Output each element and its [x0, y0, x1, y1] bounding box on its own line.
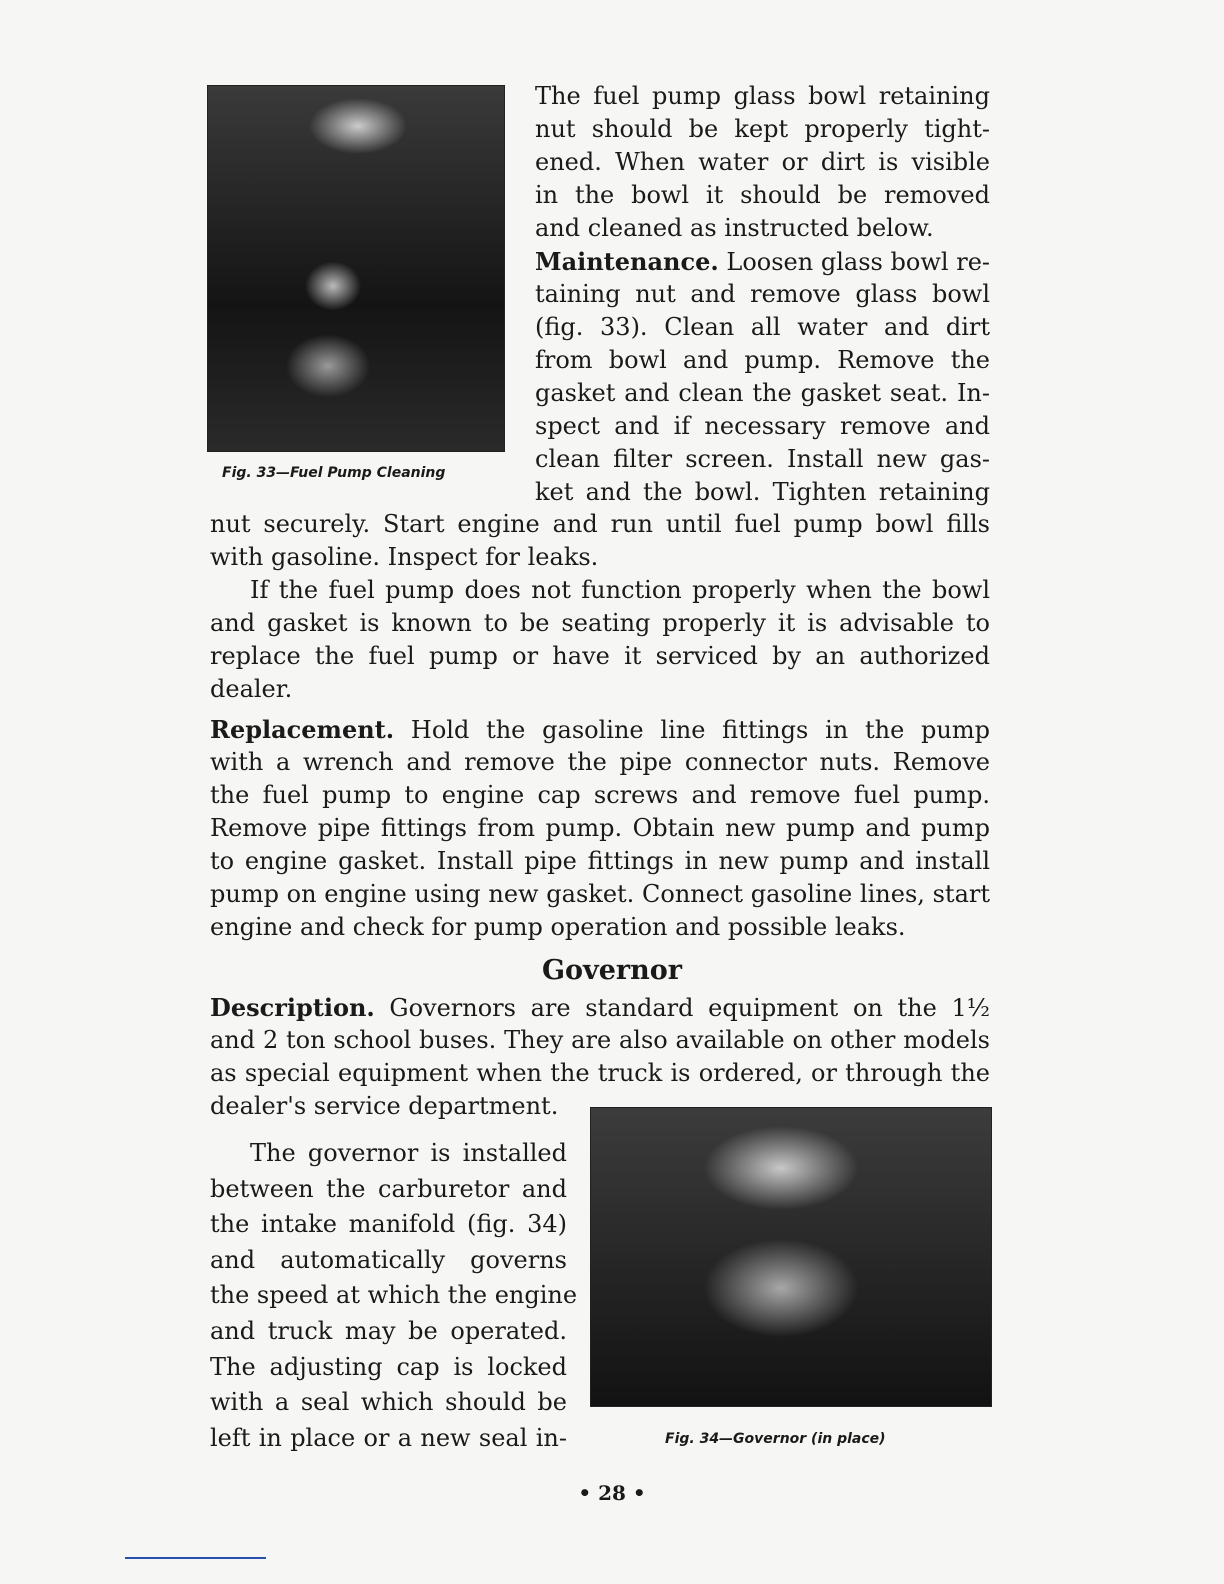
fuel-pump-photo	[207, 85, 505, 452]
text-line: taining nut and remove glass bowl	[535, 280, 990, 308]
run-in-heading: Description.	[210, 993, 375, 1022]
text-line: and cleaned as instructed below.	[535, 214, 934, 242]
fuel-pump-paragraph	[210, 574, 990, 706]
text-line: spect and if necessary remove and	[535, 412, 990, 440]
text-line	[535, 245, 990, 278]
text-line: dealer.	[210, 675, 293, 703]
figure-33-caption: Fig. 33—Fuel Pump Cleaning	[222, 465, 446, 481]
text-line: nut securely. Start engine and run until fuel pump bowl fills	[210, 510, 990, 538]
fuel-pump-text	[210, 508, 990, 574]
governor-paragraph	[210, 1136, 578, 1456]
text-line: The adjusting cap is locked	[210, 1352, 567, 1381]
text-line: ket and the bowl. Tighten retaining	[535, 478, 990, 506]
run-in-heading: Replacement.	[210, 715, 395, 744]
page-number: • 28 •	[578, 1481, 646, 1505]
text-line: as special equipment when the truck is ordered, or through the	[210, 1059, 990, 1087]
text-line: with a seal which should be	[210, 1388, 567, 1417]
text-line: to engine gasket. Install pipe fittings in new pump and install	[210, 847, 990, 875]
text-line: The fuel pump glass bowl retaining	[535, 82, 990, 110]
text-line: the fuel pump to engine cap screws and remove fuel pump.	[210, 781, 990, 809]
text-run: Loosen glass bowl re-	[718, 248, 990, 276]
text-line	[210, 991, 990, 1024]
description-section	[210, 991, 990, 1123]
replacement-section	[210, 713, 990, 944]
text-line: (fig. 33). Clean all water and dirt	[535, 313, 990, 341]
text-line: in the bowl it should be removed	[535, 181, 990, 209]
text-line: between the carburetor and	[210, 1174, 567, 1203]
governor-photo	[590, 1107, 992, 1407]
text-line: gasket and clean the gasket seat. In-	[535, 379, 990, 407]
text-line	[210, 713, 990, 746]
text-line: the intake manifold (fig. 34)	[210, 1210, 567, 1239]
divider-line	[125, 1557, 266, 1559]
text-line: ened. When water or dirt is visible	[535, 148, 990, 176]
text-run: Hold the gasoline line fittings in the pump	[394, 716, 990, 744]
text-line: dealer's service department.	[210, 1092, 559, 1120]
text-line: and automatically governs	[210, 1245, 567, 1274]
text-line: with gasoline. Inspect for leaks.	[210, 543, 599, 571]
text-line: the speed at which the engine	[210, 1281, 578, 1310]
text-line: with a wrench and remove the pipe connector nuts. Remove	[210, 748, 990, 776]
text-line: left in place or a new seal in-	[210, 1423, 567, 1452]
text-line: and 2 ton school buses. They are also available on other models	[210, 1026, 990, 1054]
section-heading-governor: Governor	[541, 955, 683, 986]
text-line: If the fuel pump does not function properly when the bowl	[250, 576, 990, 604]
figure-34-caption: Fig. 34—Governor (in place)	[665, 1431, 886, 1447]
run-in-heading: Maintenance.	[535, 247, 719, 276]
text-line: clean filter screen. Install new gas-	[535, 445, 990, 473]
text-line: from bowl and pump. Remove the	[535, 346, 990, 374]
text-line: The governor is installed	[250, 1139, 567, 1167]
text-line: and truck may be operated.	[210, 1316, 567, 1345]
fuel-pump-intro	[535, 80, 990, 509]
text-line: engine and check for pump operation and possible leaks.	[210, 913, 906, 941]
text-line: nut should be kept properly tight-	[535, 115, 990, 143]
text-run: Governors are standard equipment on the 1½	[374, 994, 990, 1022]
text-line: and gasket is known to be seating properly it is advisable to	[210, 609, 990, 637]
text-line: pump on engine using new gasket. Connect gasoline lines, start	[210, 880, 990, 908]
text-line: Remove pipe fittings from pump. Obtain new pump and pump	[210, 814, 990, 842]
text-line: replace the fuel pump or have it serviced by an authorized	[210, 642, 990, 670]
